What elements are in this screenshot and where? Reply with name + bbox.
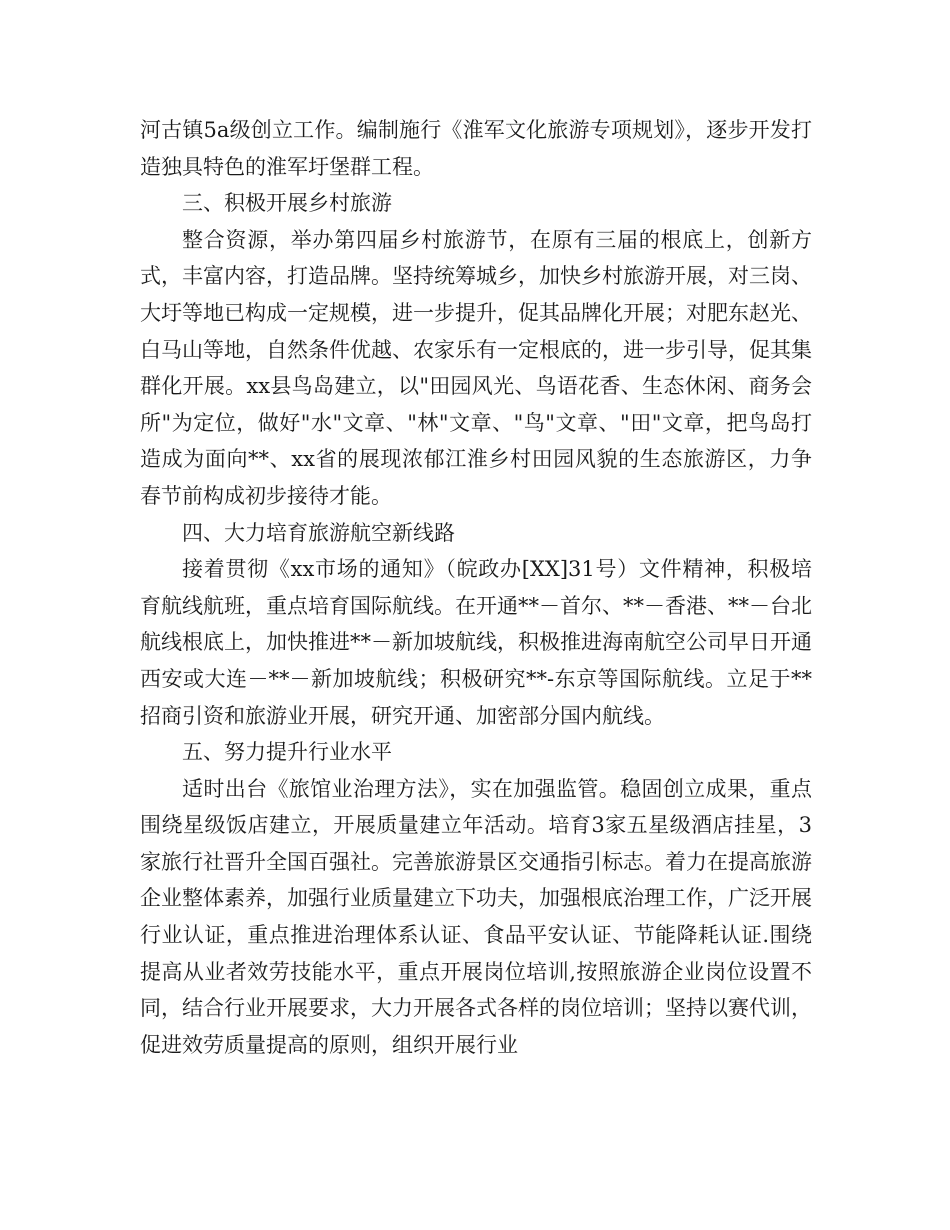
- paragraph-continuation: 河古镇5a级创立工作。编制施行《淮军文化旅游专项规划》，逐步开发打造独具特色的淮军圩堡群工程。: [140, 118, 812, 179]
- section-heading-5: 五、努力提升行业水平: [182, 740, 392, 765]
- paragraph-air-routes: 接着贯彻《xx市场的通知》（皖政办[XX]31号）文件精神，积极培育航线航班，重点培育国际航线。在开通**－首尔、**－香港、**－台北航线根底上，加快推进**－新加坡航线，积极推进海南航空公司早日开通西安或大连－**－新加坡航线；积极研究**-东京等国际航线。立足于**招商引资和旅游业开展，研究开通、加密部分国内航线。: [140, 557, 812, 728]
- section-heading-4: 四、大力培育旅游航空新线路: [182, 520, 455, 545]
- paragraph-industry-level: 适时出台《旅馆业治理方法》，实在加强监管。稳固创立成果，重点围绕星级饭店建立，开展质量建立年活动。培育3家五星级酒店挂星，3家旅行社晋升全国百强社。完善旅游景区交通指引标志。着力在提高旅游企业整体素养，加强行业质量建立下功夫，加强根底治理工作，广泛开展行业认证，重点推进治理体系认证、食品平安认证、节能降耗认证.围绕提高从业者效劳技能水平，重点开展岗位培训,按照旅游企业岗位设置不同，结合行业开展要求，大力开展各式各样的岗位培训；坚持以赛代训，促进效劳质量提高的原则，组织开展行业: [140, 776, 812, 1057]
- paragraph-rural-tourism: 整合资源，举办第四届乡村旅游节，在原有三届的根底上，创新方式，丰富内容，打造品牌。坚持统筹城乡，加快乡村旅游开展，对三岗、大圩等地已构成一定规模，进一步提升，促其品牌化开展；对肥东赵光、白马山等地，自然条件优越、农家乐有一定根底的，进一步引导，促其集群化开展。xx县鸟岛建立，以"田园风光、鸟语花香、生态休闲、商务会所"为定位，做好"水"文章、"林"文章、"鸟"文章、"田"文章，把鸟岛打造成为面向**、xx省的展现浓郁江淮乡村田园风貌的生态旅游区，力争春节前构成初步接待才能。: [140, 227, 812, 508]
- section-heading-3: 三、积极开展乡村旅游: [182, 191, 392, 216]
- document-body: [140, 112, 812, 1063]
